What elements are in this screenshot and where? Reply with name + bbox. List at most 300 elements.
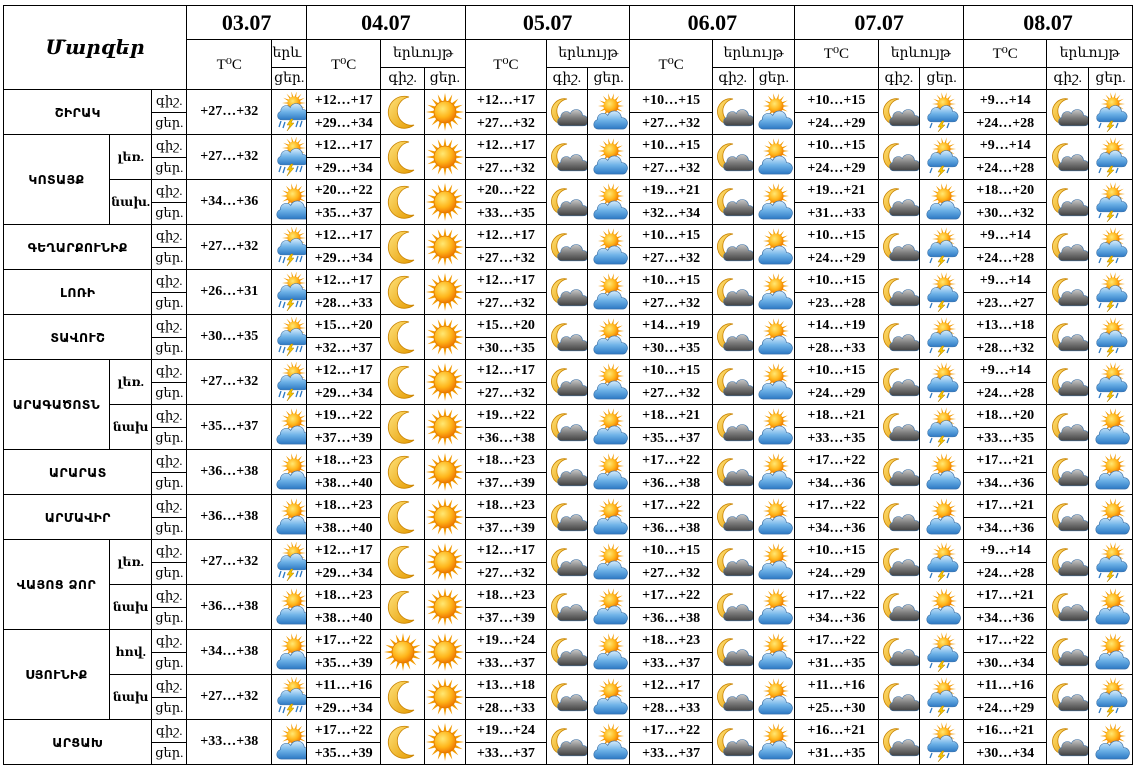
day-temp: +35…+37 bbox=[307, 202, 381, 225]
moon-cloud-icon bbox=[1048, 452, 1088, 492]
night-temp: +12…+17 bbox=[465, 270, 546, 293]
weather-icon-cell bbox=[920, 90, 964, 135]
day-temp: +30…+35 bbox=[630, 337, 712, 360]
moon-cloud-icon bbox=[713, 452, 753, 492]
night-temp: +17…+22 bbox=[630, 450, 712, 473]
weather-icon-cell bbox=[381, 495, 425, 540]
sun-cloud-icon bbox=[922, 587, 962, 627]
weather-icon-cell bbox=[272, 450, 307, 495]
weather-icon-cell bbox=[547, 315, 588, 360]
night-temp: +10…+15 bbox=[795, 225, 878, 248]
moon-cloud-icon bbox=[547, 452, 587, 492]
sun-icon bbox=[425, 542, 465, 582]
night-temp: +12…+17 bbox=[630, 675, 712, 698]
region-name: ԱՐՑԱԽ bbox=[4, 720, 152, 765]
day-temp: +29…+34 bbox=[307, 562, 381, 585]
day-temp: +33…+37 bbox=[465, 742, 546, 765]
weather-icon-cell bbox=[1089, 180, 1133, 225]
weather-icon-cell bbox=[1047, 315, 1089, 360]
weather-icon-cell bbox=[920, 630, 964, 675]
weather-icon-cell bbox=[878, 540, 920, 585]
day-temp: +27…+32 bbox=[630, 562, 712, 585]
day-temp: +33…+35 bbox=[964, 427, 1047, 450]
sun-cloud-icon bbox=[589, 182, 629, 222]
table-header bbox=[4, 6, 1133, 90]
sun-cloud-rain-storm-icon bbox=[272, 92, 306, 132]
sun-cloud-icon bbox=[589, 497, 629, 537]
sun-cloud-icon bbox=[589, 677, 629, 717]
weather-icon-cell bbox=[1089, 270, 1133, 315]
weather-icon-cell bbox=[587, 540, 630, 585]
moon-cloud-icon bbox=[713, 722, 753, 762]
weather-icon-cell bbox=[920, 315, 964, 360]
night-temp: +12…+17 bbox=[465, 135, 546, 158]
day-temp: +34…+36 bbox=[795, 517, 878, 540]
weather-icon-cell bbox=[381, 450, 425, 495]
night-label: գիշ. bbox=[152, 675, 187, 698]
moon-cloud-icon bbox=[1048, 92, 1088, 132]
day-subheader: ցեր. bbox=[753, 68, 795, 90]
moon-cloud-icon bbox=[547, 137, 587, 177]
sun-cloud-icon bbox=[589, 542, 629, 582]
day-temp: +29…+34 bbox=[307, 112, 381, 135]
weather-icon-cell bbox=[878, 630, 920, 675]
day-temp: +24…+28 bbox=[964, 562, 1047, 585]
day-temp: +27…+32 bbox=[187, 360, 272, 405]
day-label: ցեր. bbox=[152, 562, 187, 585]
table-row bbox=[4, 135, 1133, 158]
sun-icon bbox=[425, 677, 465, 717]
moon-icon bbox=[383, 677, 423, 717]
moon-cloud-icon bbox=[1048, 722, 1088, 762]
sun-cloud-icon bbox=[754, 587, 794, 627]
sun-cloud-icon bbox=[589, 452, 629, 492]
weather-icon-cell bbox=[425, 225, 466, 270]
moon-cloud-icon bbox=[547, 92, 587, 132]
day-label: ցեր. bbox=[152, 652, 187, 675]
night-label: գիշ. bbox=[152, 225, 187, 248]
night-temp: +17…+22 bbox=[630, 585, 712, 608]
sun-cloud-icon bbox=[754, 497, 794, 537]
night-temp: +15…+20 bbox=[465, 315, 546, 338]
weather-icon-cell bbox=[587, 720, 630, 765]
day-temp: +38…+40 bbox=[307, 517, 381, 540]
weather-icon-cell bbox=[1089, 720, 1133, 765]
day-temp: +36…+38 bbox=[187, 585, 272, 630]
moon-icon bbox=[383, 722, 423, 762]
sun-icon bbox=[425, 272, 465, 312]
sun-icon bbox=[425, 452, 465, 492]
moon-cloud-icon bbox=[713, 272, 753, 312]
night-temp: +12…+17 bbox=[465, 540, 546, 563]
night-temp: +12…+17 bbox=[465, 360, 546, 383]
moon-icon bbox=[383, 227, 423, 267]
night-temp: +16…+21 bbox=[795, 720, 878, 743]
night-label: գիշ. bbox=[152, 495, 187, 518]
weather-icon-cell bbox=[587, 405, 630, 450]
moon-icon bbox=[383, 407, 423, 447]
night-subheader: գիշ. bbox=[547, 68, 588, 90]
weather-icon-cell bbox=[920, 720, 964, 765]
sun-cloud-storm-icon bbox=[922, 632, 962, 672]
weather-icon-cell bbox=[712, 360, 753, 405]
night-temp: +9…+14 bbox=[964, 225, 1047, 248]
night-label: գիշ. bbox=[152, 180, 187, 203]
sun-cloud-storm-icon bbox=[1091, 137, 1131, 177]
night-temp: +12…+17 bbox=[307, 540, 381, 563]
sun-icon bbox=[425, 407, 465, 447]
table-row bbox=[4, 315, 1133, 338]
sun-cloud-icon bbox=[589, 227, 629, 267]
day-temp: +24…+29 bbox=[795, 112, 878, 135]
sun-cloud-icon bbox=[754, 92, 794, 132]
weather-icon-cell bbox=[878, 135, 920, 180]
night-temp: +10…+15 bbox=[795, 90, 878, 113]
weather-icon-cell bbox=[1047, 450, 1089, 495]
weather-icon-cell bbox=[753, 540, 795, 585]
weather-icon-cell bbox=[1047, 675, 1089, 720]
weather-icon-cell bbox=[425, 180, 466, 225]
sun-cloud-icon bbox=[1091, 407, 1131, 447]
weather-icon-cell bbox=[712, 270, 753, 315]
weather-icon-cell bbox=[587, 315, 630, 360]
day-temp: +37…+39 bbox=[307, 427, 381, 450]
night-temp: +12…+17 bbox=[465, 90, 546, 113]
temp-header: T⁰C bbox=[187, 40, 272, 90]
night-temp: +10…+15 bbox=[795, 360, 878, 383]
day-temp: +28…+32 bbox=[964, 337, 1047, 360]
day-label: ցեր. bbox=[152, 517, 187, 540]
night-temp: +12…+17 bbox=[307, 360, 381, 383]
sun-cloud-storm-icon bbox=[922, 92, 962, 132]
sun-cloud-rain-storm-icon bbox=[272, 317, 306, 357]
weather-icon-cell bbox=[1047, 270, 1089, 315]
temp-header: T⁰C bbox=[964, 40, 1047, 68]
weather-icon-cell bbox=[381, 90, 425, 135]
day-label: ցեր. bbox=[152, 742, 187, 765]
sun-cloud-icon bbox=[1091, 497, 1131, 537]
sun-cloud-storm-icon bbox=[1091, 677, 1131, 717]
day-temp: +33…+37 bbox=[465, 652, 546, 675]
moon-cloud-icon bbox=[1048, 317, 1088, 357]
weather-icon-cell bbox=[753, 225, 795, 270]
night-temp: +17…+22 bbox=[795, 585, 878, 608]
weather-icon-cell bbox=[920, 180, 964, 225]
day-subheader: ցեր. bbox=[425, 68, 466, 90]
table-row bbox=[4, 675, 1133, 698]
weather-icon-cell bbox=[381, 180, 425, 225]
weather-icon-cell bbox=[878, 180, 920, 225]
weather-icon-cell bbox=[712, 675, 753, 720]
subregion-label: նախ bbox=[109, 585, 152, 630]
night-label: գիշ. bbox=[152, 90, 187, 113]
night-temp: +14…+19 bbox=[630, 315, 712, 338]
day-temp: +33…+35 bbox=[795, 427, 878, 450]
weather-icon-cell bbox=[712, 135, 753, 180]
subregion-label: լեռ. bbox=[109, 540, 152, 585]
day-temp: +24…+28 bbox=[964, 382, 1047, 405]
region-name: ԱՐՄԱՎԻՐ bbox=[4, 495, 152, 540]
night-subheader: գիշ. bbox=[878, 68, 920, 90]
sun-cloud-storm-icon bbox=[922, 137, 962, 177]
weather-icon-cell bbox=[272, 630, 307, 675]
weather-icon-cell bbox=[753, 405, 795, 450]
night-temp: +18…+23 bbox=[307, 450, 381, 473]
regions-title: Մարզեր bbox=[4, 6, 187, 90]
night-temp: +9…+14 bbox=[964, 90, 1047, 113]
subregion-label: նախ bbox=[109, 675, 152, 720]
weather-icon-cell bbox=[753, 675, 795, 720]
weather-icon-cell bbox=[425, 720, 466, 765]
weather-icon-cell bbox=[753, 360, 795, 405]
sun-cloud-storm-icon bbox=[922, 317, 962, 357]
weather-icon-cell bbox=[425, 405, 466, 450]
table-row bbox=[4, 405, 1133, 428]
day-temp: +37…+39 bbox=[465, 607, 546, 630]
weather-icon-cell bbox=[1089, 315, 1133, 360]
day-temp: +35…+39 bbox=[307, 742, 381, 765]
weather-icon-cell bbox=[381, 540, 425, 585]
day-temp: +33…+37 bbox=[630, 652, 712, 675]
day-temp: +36…+38 bbox=[465, 427, 546, 450]
weather-icon-cell bbox=[587, 225, 630, 270]
weather-icon-cell bbox=[547, 630, 588, 675]
weather-icon-cell bbox=[272, 585, 307, 630]
weather-icon-cell bbox=[425, 495, 466, 540]
day-temp: +28…+33 bbox=[465, 697, 546, 720]
weather-header: երևույթ bbox=[712, 40, 794, 68]
sun-cloud-icon bbox=[589, 272, 629, 312]
night-label: գիշ. bbox=[152, 540, 187, 563]
sun-cloud-rain-storm-icon bbox=[272, 362, 306, 402]
moon-cloud-icon bbox=[713, 137, 753, 177]
weather-icon-cell bbox=[587, 135, 630, 180]
sun-cloud-icon bbox=[1091, 722, 1131, 762]
weather-icon-cell bbox=[1047, 180, 1089, 225]
night-temp: +10…+15 bbox=[630, 360, 712, 383]
day-temp: +27…+32 bbox=[465, 382, 546, 405]
sun-cloud-icon bbox=[589, 362, 629, 402]
moon-cloud-icon bbox=[879, 632, 919, 672]
weather-icon-cell bbox=[547, 405, 588, 450]
day-temp: +36…+38 bbox=[187, 495, 272, 540]
night-temp: +16…+21 bbox=[964, 720, 1047, 743]
weather-icon-cell bbox=[547, 675, 588, 720]
day-label: ցեր. bbox=[152, 202, 187, 225]
sun-cloud-storm-icon bbox=[1091, 272, 1131, 312]
day-temp: +34…+36 bbox=[964, 607, 1047, 630]
day-temp: +24…+29 bbox=[795, 562, 878, 585]
moon-cloud-icon bbox=[879, 137, 919, 177]
sun-cloud-icon bbox=[589, 587, 629, 627]
moon-icon bbox=[383, 182, 423, 222]
sun-icon bbox=[425, 722, 465, 762]
day-temp: +38…+40 bbox=[307, 607, 381, 630]
temp-header: T⁰C bbox=[630, 40, 712, 90]
day-label: ցեր. bbox=[152, 472, 187, 495]
day-temp: +24…+28 bbox=[964, 112, 1047, 135]
table-row bbox=[4, 270, 1133, 293]
day-temp: +31…+35 bbox=[795, 652, 878, 675]
weather-icon-cell bbox=[272, 495, 307, 540]
weather-icon-cell bbox=[712, 450, 753, 495]
weather-icon-cell bbox=[753, 270, 795, 315]
day-temp: +27…+32 bbox=[465, 247, 546, 270]
moon-cloud-icon bbox=[547, 227, 587, 267]
sun-cloud-icon bbox=[1091, 587, 1131, 627]
sun-cloud-icon bbox=[589, 722, 629, 762]
sun-cloud-icon bbox=[754, 632, 794, 672]
day-temp: +27…+32 bbox=[187, 90, 272, 135]
day-temp: +27…+32 bbox=[630, 157, 712, 180]
moon-cloud-icon bbox=[1048, 227, 1088, 267]
weather-icon-cell bbox=[587, 450, 630, 495]
day-temp: +36…+38 bbox=[187, 450, 272, 495]
sun-icon bbox=[425, 317, 465, 357]
day-temp: +34…+36 bbox=[795, 607, 878, 630]
night-temp: +17…+21 bbox=[964, 585, 1047, 608]
day-temp: +30…+32 bbox=[964, 202, 1047, 225]
sun-icon bbox=[383, 632, 423, 672]
sun-cloud-storm-icon bbox=[1091, 362, 1131, 402]
weather-icon-cell bbox=[753, 720, 795, 765]
day-temp: +27…+32 bbox=[630, 112, 712, 135]
empty-cell bbox=[964, 68, 1047, 90]
sun-icon bbox=[425, 137, 465, 177]
sun-cloud-storm-icon bbox=[922, 362, 962, 402]
day-temp: +27…+32 bbox=[630, 382, 712, 405]
sun-cloud-storm-icon bbox=[1091, 182, 1131, 222]
night-temp: +9…+14 bbox=[964, 270, 1047, 293]
sun-cloud-icon bbox=[589, 632, 629, 672]
weather-icon-cell bbox=[272, 360, 307, 405]
sun-cloud-rain-storm-icon bbox=[272, 227, 306, 267]
day-temp: +24…+29 bbox=[795, 157, 878, 180]
weather-icon-cell bbox=[1047, 90, 1089, 135]
day-temp: +24…+29 bbox=[964, 697, 1047, 720]
night-subheader: գիշ. bbox=[381, 68, 425, 90]
weather-icon-cell bbox=[381, 720, 425, 765]
sun-cloud-icon bbox=[272, 632, 306, 672]
night-label: գիշ. bbox=[152, 405, 187, 428]
day-temp: +31…+33 bbox=[795, 202, 878, 225]
weather-icon-cell bbox=[878, 720, 920, 765]
sun-icon bbox=[425, 92, 465, 132]
moon-icon bbox=[383, 452, 423, 492]
date-header: 03.07 bbox=[187, 6, 307, 40]
night-label: գիշ. bbox=[152, 135, 187, 158]
subregion-label: նախ. bbox=[109, 180, 152, 225]
day-temp: +34…+36 bbox=[187, 180, 272, 225]
date-header: 05.07 bbox=[465, 6, 630, 40]
sun-cloud-icon bbox=[1091, 632, 1131, 672]
moon-cloud-icon bbox=[713, 677, 753, 717]
day-temp: +35…+39 bbox=[307, 652, 381, 675]
weather-icon-cell bbox=[712, 720, 753, 765]
night-temp: +14…+19 bbox=[795, 315, 878, 338]
day-temp: +27…+32 bbox=[187, 135, 272, 180]
weather-icon-cell bbox=[547, 90, 588, 135]
weather-icon-cell bbox=[425, 585, 466, 630]
sun-cloud-icon bbox=[272, 497, 306, 537]
night-temp: +9…+14 bbox=[964, 360, 1047, 383]
day-label: ցեր. bbox=[152, 292, 187, 315]
weather-icon-cell bbox=[712, 180, 753, 225]
moon-cloud-icon bbox=[547, 722, 587, 762]
night-temp: +12…+17 bbox=[307, 135, 381, 158]
sun-cloud-storm-icon bbox=[1091, 227, 1131, 267]
moon-cloud-icon bbox=[879, 542, 919, 582]
moon-cloud-icon bbox=[547, 542, 587, 582]
weather-header: երևույթ bbox=[381, 40, 465, 68]
temp-header: T⁰C bbox=[307, 40, 381, 90]
weather-icon-cell bbox=[920, 360, 964, 405]
subregion-label: նախ bbox=[109, 405, 152, 450]
day-temp: +29…+34 bbox=[307, 157, 381, 180]
night-temp: +10…+15 bbox=[795, 270, 878, 293]
sun-cloud-icon bbox=[272, 587, 306, 627]
moon-cloud-icon bbox=[713, 407, 753, 447]
moon-cloud-icon bbox=[713, 632, 753, 672]
day-temp: +27…+32 bbox=[465, 112, 546, 135]
region-name: ՇԻՐԱԿ bbox=[4, 90, 152, 135]
day-temp: +36…+38 bbox=[630, 517, 712, 540]
moon-icon bbox=[383, 137, 423, 177]
sun-icon bbox=[425, 632, 465, 672]
sun-cloud-storm-icon bbox=[1091, 317, 1131, 357]
moon-cloud-icon bbox=[1048, 137, 1088, 177]
day-temp: +23…+27 bbox=[964, 292, 1047, 315]
region-name: ՏԱՎՈՒՇ bbox=[4, 315, 152, 360]
sun-cloud-icon bbox=[589, 317, 629, 357]
night-label: գիշ. bbox=[152, 315, 187, 338]
day-temp: +37…+39 bbox=[465, 472, 546, 495]
sun-cloud-icon bbox=[754, 452, 794, 492]
weather-icon-cell bbox=[381, 675, 425, 720]
weather-icon-cell bbox=[1089, 225, 1133, 270]
day-temp: +34…+36 bbox=[795, 472, 878, 495]
sun-cloud-icon bbox=[272, 722, 306, 762]
weather-icon-cell bbox=[547, 135, 588, 180]
table-body bbox=[4, 90, 1133, 765]
weather-icon-cell bbox=[425, 675, 466, 720]
day-temp: +24…+29 bbox=[795, 247, 878, 270]
sun-cloud-rain-storm-icon bbox=[272, 272, 306, 312]
night-label: գիշ. bbox=[152, 720, 187, 743]
weather-icon-cell bbox=[272, 720, 307, 765]
subregion-label: հով. bbox=[109, 630, 152, 675]
weather-icon-cell bbox=[878, 675, 920, 720]
weather-icon-cell bbox=[753, 315, 795, 360]
sun-cloud-storm-icon bbox=[922, 677, 962, 717]
weather-icon-cell bbox=[425, 315, 466, 360]
moon-cloud-icon bbox=[547, 497, 587, 537]
moon-icon bbox=[383, 362, 423, 402]
weather-icon-cell bbox=[920, 405, 964, 450]
moon-cloud-icon bbox=[547, 182, 587, 222]
date-header: 06.07 bbox=[630, 6, 795, 40]
moon-cloud-icon bbox=[547, 407, 587, 447]
day-label: ցեր. bbox=[152, 427, 187, 450]
night-temp: +17…+22 bbox=[630, 495, 712, 518]
weather-icon-cell bbox=[587, 180, 630, 225]
day-temp: +29…+34 bbox=[307, 697, 381, 720]
weather-icon-cell bbox=[587, 270, 630, 315]
sun-cloud-storm-icon bbox=[922, 227, 962, 267]
night-label: գիշ. bbox=[152, 270, 187, 293]
night-temp: +11…+16 bbox=[795, 675, 878, 698]
moon-icon bbox=[383, 317, 423, 357]
